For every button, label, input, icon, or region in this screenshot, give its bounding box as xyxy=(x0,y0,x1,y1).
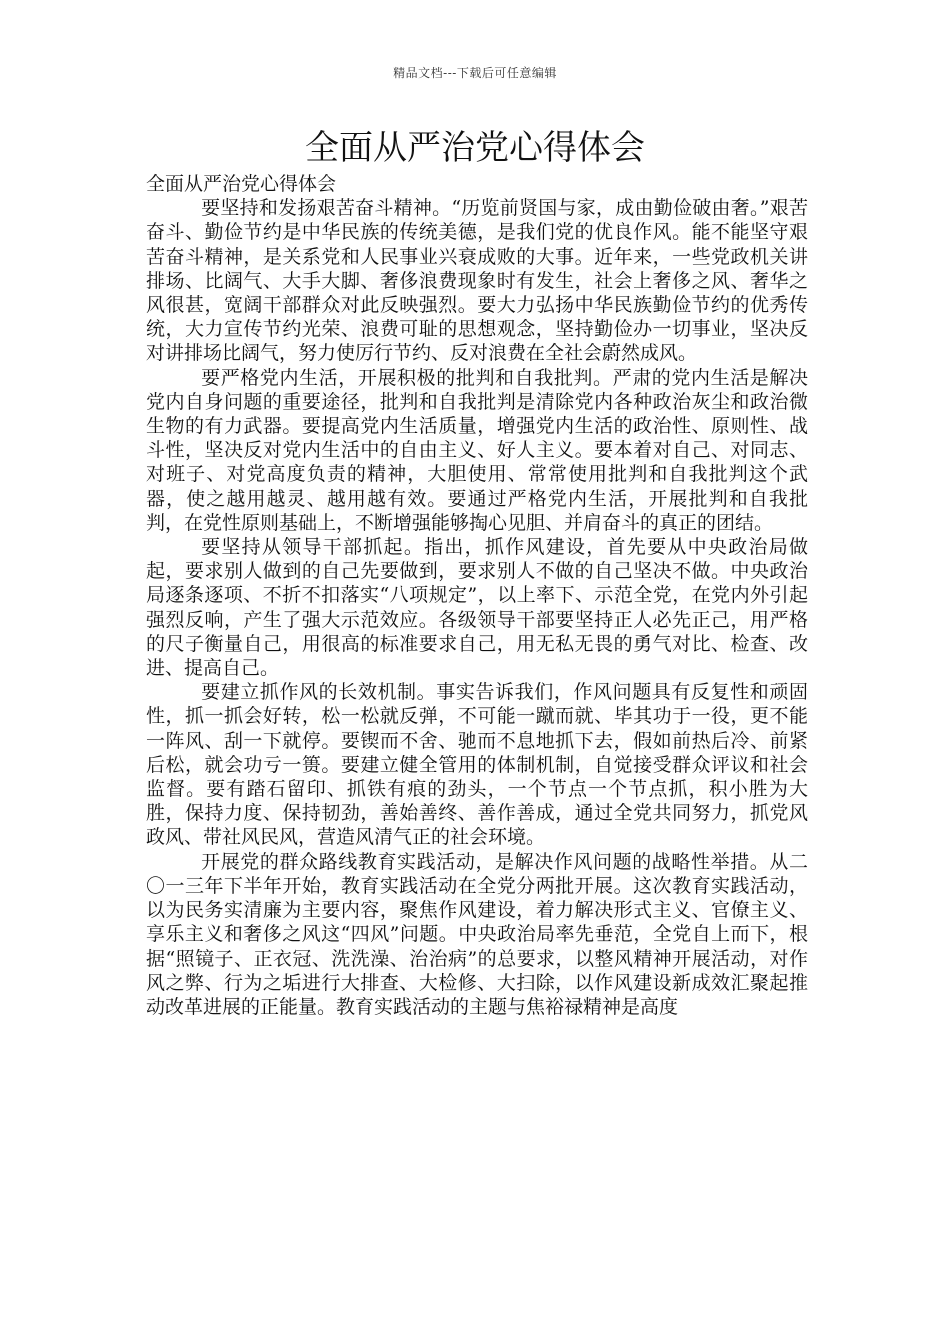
document-body xyxy=(146,172,808,1019)
paragraph-frugality: 要坚持和发扬艰苦奋斗精神。“历览前贤国与家，成由勤俭破由奢。”艰苦奋斗、勤俭节约是中华民族的传统美德，是我们党的优良作风。能不能坚守艰苦奋斗精神，是关系党和人民事业兴衰成败的大事。近年来，一些党政机关讲排场、比阔气、大手大脚、奢侈浪费现象时有发生，社会上奢侈之风、奢华之风很甚，宽阔干部群众对此反映强烈。要大力弘扬中华民族勤俭节约的优秀传统，大力宣传节约光荣、浪费可耻的思想观念，坚持勤俭办一切事业，坚决反对讲排场比阔气，努力使厉行节约、反对浪费在全社会蔚然成风。 xyxy=(146,197,808,365)
paragraph-mass-line-campaign: 开展党的群众路线教育实践活动，是解决作风问题的战略性举措。从二〇一三年下半年开始，教育实践活动在全党分两批开展。这次教育实践活动，以为民务实清廉为主要内容，聚焦作风建设，着力解决形式主义、官僚主义、享乐主义和奢侈之风这“四风”问题。中央政治局率先垂范，全党自上而下，根据“照镜子、正衣冠、洗洗澡、治治病”的总要求，以整风精神开展活动，对作风之弊、行为之垢进行大排查、大检修、大扫除，以作风建设新成效汇聚起推动改革进展的正能量。教育实践活动的主题与焦裕禄精神是高度 xyxy=(146,850,808,1018)
paragraph-long-term-mechanism: 要建立抓作风的长效机制。事实告诉我们，作风问题具有反复性和顽固性，抓一抓会好转，松一松就反弹，不可能一蹴而就、毕其功于一役，更不能一阵风、刮一下就停。要锲而不舍、驰而不息地抓下去，假如前热后冷、前紧后松，就会功亏一篑。要建立健全管用的体制机制，自觉接受群众评议和社会监督。要有踏石留印、抓铁有痕的劲头，一个节点一个节点抓，积小胜为大胜，保持力度、保持韧劲，善始善终、善作善成，通过全党共同努力，抓党风政风、带社风民风，营造风清气正的社会环境。 xyxy=(146,681,808,849)
page-header: 精品文档---下载后可任意编辑 xyxy=(393,66,557,80)
document-title: 全面从严治党心得体会 xyxy=(305,128,645,168)
paragraph-leading-cadres: 要坚持从领导干部抓起。指出，抓作风建设，首先要从中央政治局做起，要求别人做到的自己先要做到，要求别人不做的自己坚决不做。中央政治局逐条逐项、不折不扣落实“八项规定”，以上率下、示范全党，在党内外引起强烈反响，产生了强大示范效应。各级领导干部要坚持正人必先正己，用严格的尺子衡量自己，用很高的标准要求自己，用无私无畏的勇气对比、检查、改进、提高自己。 xyxy=(146,536,808,680)
document-subtitle: 全面从严治党心得体会 xyxy=(146,173,337,195)
paragraph-party-life: 要严格党内生活，开展积极的批判和自我批判。严肃的党内生活是解决党内自身问题的重要途径，批判和自我批判是清除党内各种政治灰尘和政治微生物的有力武器。要提高党内生活质量，增强党内生活的政治性、原则性、战斗性，坚决反对党内生活中的自由主义、好人主义。要本着对自己、对同志、对班子、对党高度负责的精神，大胆使用、常常使用批判和自我批判这个武器，使之越用越灵、越用越有效。要通过严格党内生活，开展批判和自我批判，在党性原则基础上，不断增强能够掏心见胆、并肩奋斗的真正的团结。 xyxy=(146,366,808,534)
